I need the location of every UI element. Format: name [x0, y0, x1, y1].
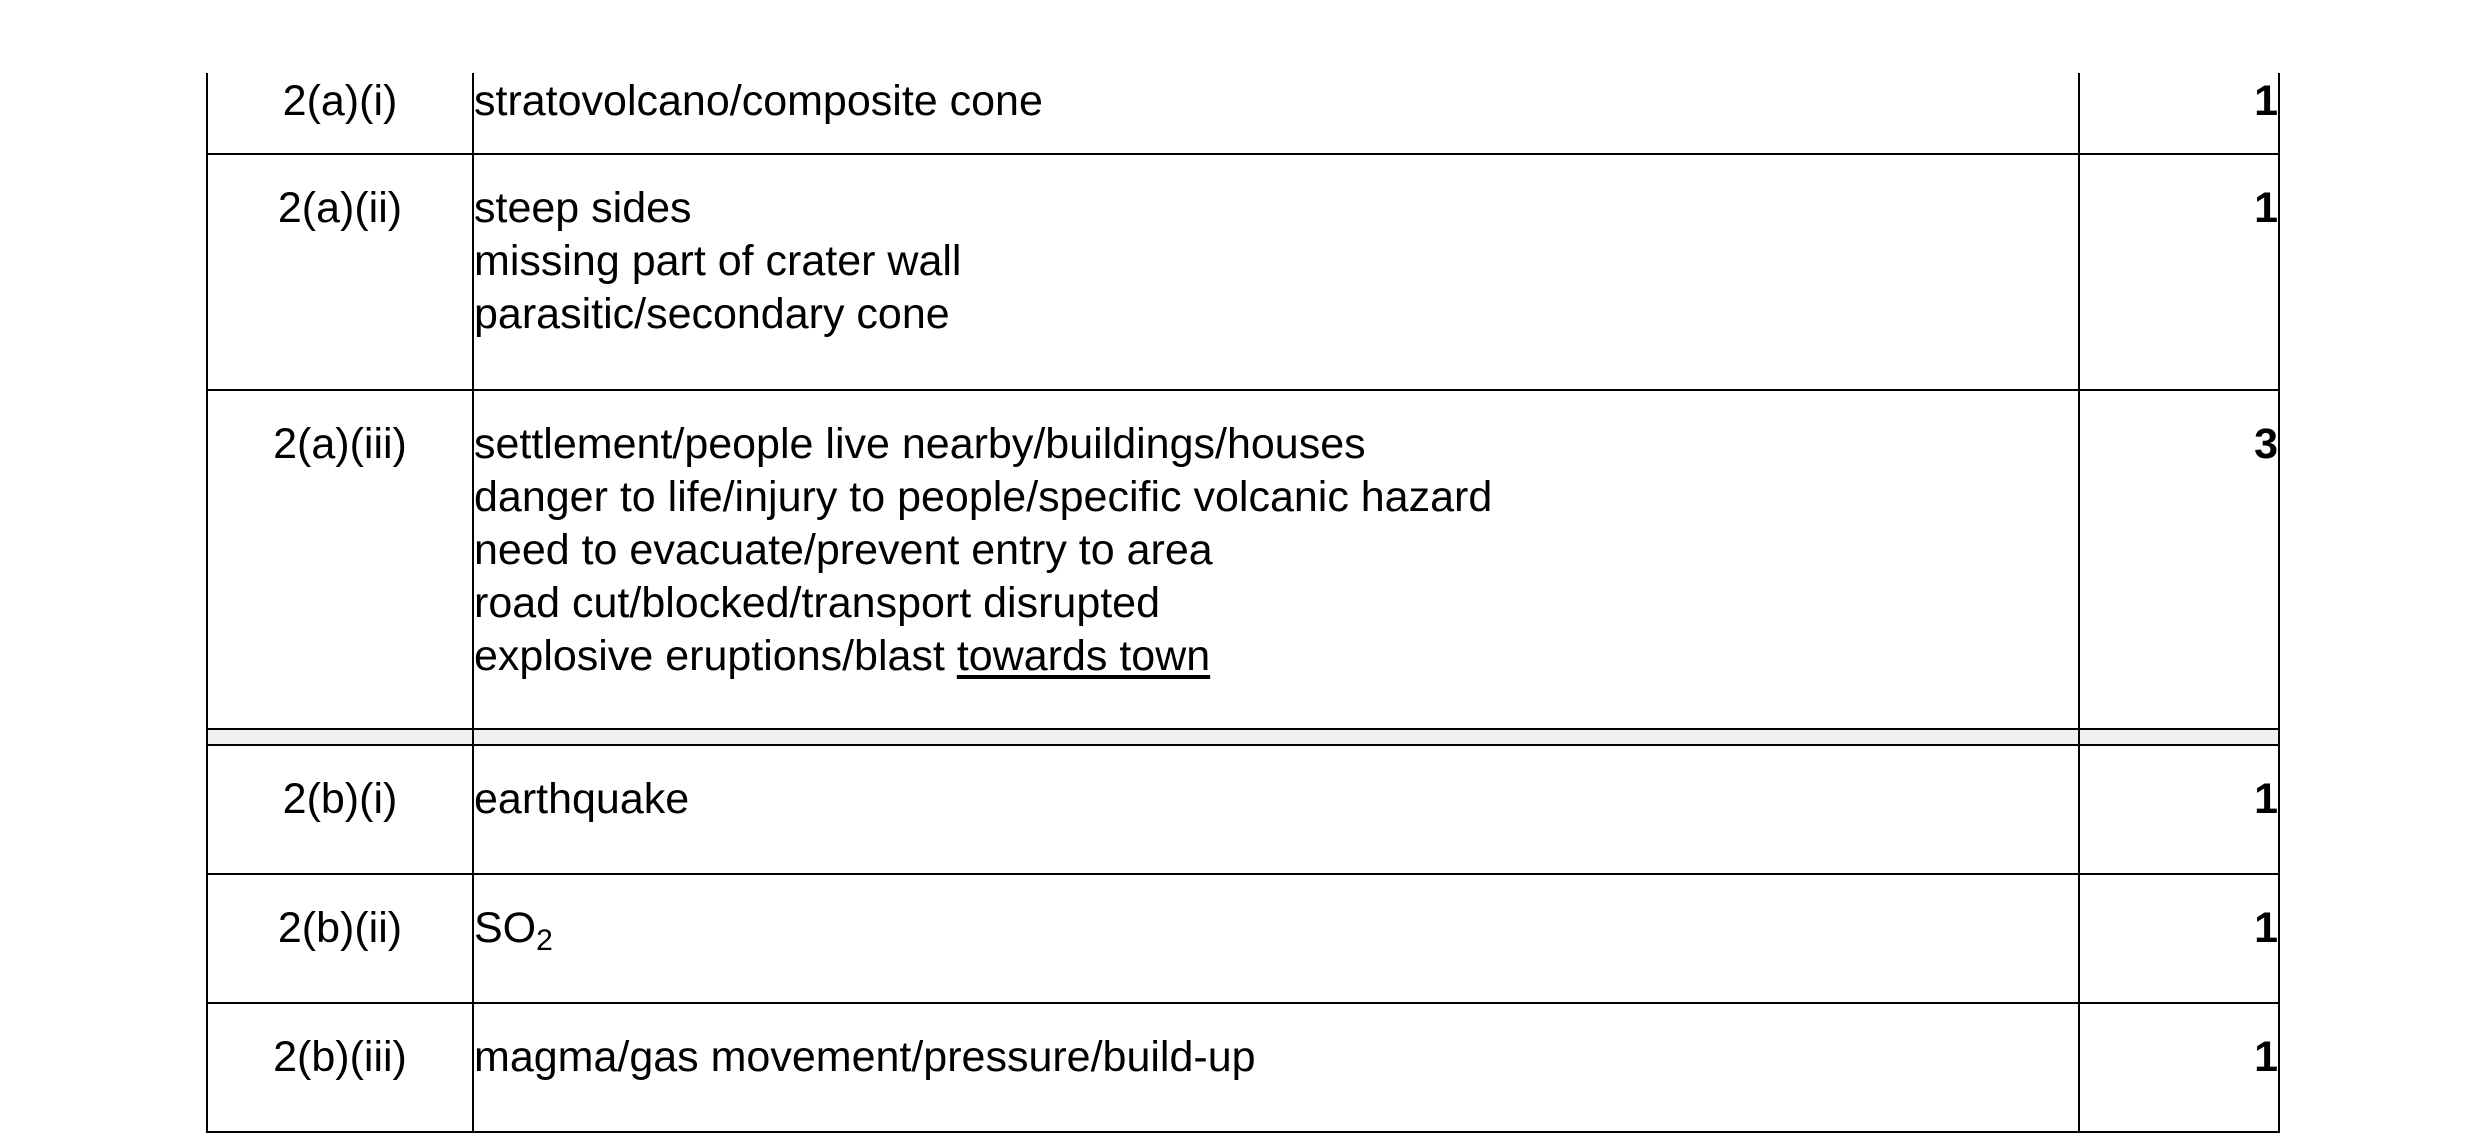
answer-line: magma/gas movement/pressure/build-up — [474, 1033, 1256, 1081]
answer-line-underlined: towards town — [956, 632, 1211, 680]
formula-subscript: 2 — [536, 924, 553, 957]
answer-cell — [473, 73, 2079, 154]
question-number: 2(b)(i) — [207, 745, 473, 874]
answer-line: need to evacuate/prevent entry to area — [474, 526, 1213, 574]
marks-value: 3 — [2079, 390, 2279, 729]
marks-value: 1 — [2079, 73, 2279, 154]
answer-line: danger to life/injury to people/specific volcanic hazard — [474, 473, 1493, 521]
answer-line: parasitic/secondary cone — [474, 290, 950, 338]
marks-value: 1 — [2079, 154, 2279, 390]
question-number: 2(a)(ii) — [207, 154, 473, 390]
table-row — [207, 154, 2279, 390]
table-row — [207, 73, 2279, 154]
table-row — [207, 1003, 2279, 1132]
formula-base: SO — [474, 904, 537, 952]
marks-value: 1 — [2079, 1003, 2279, 1132]
answer-line: earthquake — [474, 775, 690, 823]
marks-value: 1 — [2079, 745, 2279, 874]
mark-scheme-table — [206, 73, 2280, 1133]
answer-line: road cut/blocked/transport disrupted — [474, 579, 1161, 627]
divider-cell — [473, 729, 2079, 745]
answer-cell — [473, 1003, 2079, 1132]
answer-line: settlement/people live nearby/buildings/houses — [474, 420, 1366, 468]
question-number: 2(a)(i) — [207, 73, 473, 154]
question-number: 2(a)(iii) — [207, 390, 473, 729]
table-row — [207, 390, 2279, 729]
divider-cell — [207, 729, 473, 745]
answer-cell — [473, 745, 2079, 874]
table-row — [207, 874, 2279, 1003]
answer-line-plain: explosive eruptions/blast — [474, 632, 957, 680]
answer-formula — [474, 902, 2078, 955]
answer-line: missing part of crater wall — [474, 237, 962, 285]
table-row — [207, 745, 2279, 874]
answer-cell — [473, 154, 2079, 390]
section-divider-row — [207, 729, 2279, 745]
answer-line — [474, 630, 2078, 683]
answer-line: steep sides — [474, 184, 692, 232]
question-number: 2(b)(ii) — [207, 874, 473, 1003]
answer-cell — [473, 390, 2079, 729]
question-number: 2(b)(iii) — [207, 1003, 473, 1132]
marks-value: 1 — [2079, 874, 2279, 1003]
answer-cell — [473, 874, 2079, 1003]
divider-cell — [2079, 729, 2279, 745]
answer-line: stratovolcano/composite cone — [474, 77, 1043, 125]
